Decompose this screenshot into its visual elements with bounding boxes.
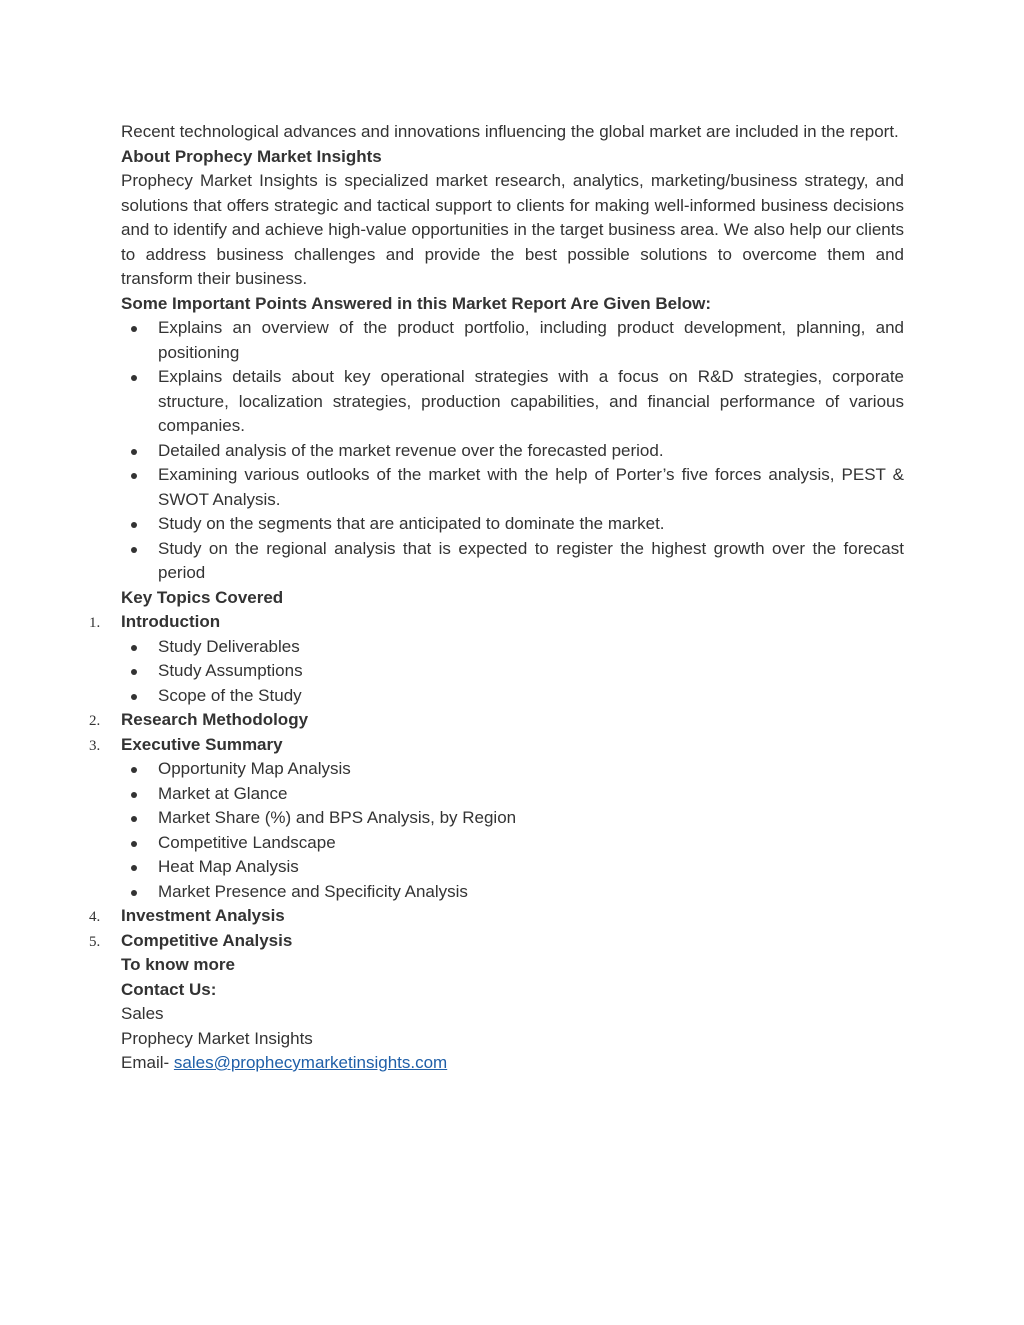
topic-sublist bbox=[121, 635, 904, 709]
topic-subitem: Competitive Landscape bbox=[121, 831, 904, 856]
topic-subitem: Opportunity Map Analysis bbox=[121, 757, 904, 782]
topic-section-competitive-analysis bbox=[89, 929, 904, 954]
email-label: Email- bbox=[121, 1053, 174, 1072]
topic-title: Executive Summary bbox=[121, 734, 283, 754]
topic-number: 1. bbox=[89, 615, 101, 631]
topic-section-introduction bbox=[89, 610, 904, 635]
topic-number: 5. bbox=[89, 933, 101, 950]
topic-section-research-methodology bbox=[89, 708, 904, 733]
email-link[interactable]: sales@prophecymarketinsights.com bbox=[173, 1053, 448, 1072]
topic-subitem: Study Assumptions bbox=[121, 659, 904, 684]
contact-email-line bbox=[121, 1051, 904, 1076]
topic-subitem: Market Presence and Specificity Analysis bbox=[121, 880, 904, 905]
points-list-item: Explains an overview of the product portfolio, including product development, planning, and positioning bbox=[121, 316, 904, 365]
topic-section-investment-analysis bbox=[89, 904, 904, 929]
topic-title: Research Methodology bbox=[121, 710, 309, 729]
points-heading: Some Important Points Answered in this Market Report Are Given Below: bbox=[121, 293, 712, 313]
points-list-item: Detailed analysis of the market revenue over the forecasted period. bbox=[121, 439, 904, 464]
topic-subitem: Scope of the Study bbox=[121, 684, 904, 709]
topic-number: 3. bbox=[89, 737, 101, 754]
points-list-item: Explains details about key operational strategies with a focus on R&D strategies, corporate structure, localization strategies, production capabilities, and financial performance of various companies. bbox=[121, 365, 904, 439]
topic-title: Introduction bbox=[121, 612, 221, 631]
topics-heading: Key Topics Covered bbox=[121, 587, 284, 607]
contact-company: Prophecy Market Insights bbox=[121, 1028, 313, 1048]
topic-subitem: Market at Glance bbox=[121, 782, 904, 807]
topic-subitem: Market Share (%) and BPS Analysis, by Region bbox=[121, 806, 904, 831]
topic-sublist bbox=[121, 757, 904, 904]
topic-title: Investment Analysis bbox=[121, 906, 285, 925]
know-more-heading: To know more bbox=[121, 955, 235, 974]
points-list-item: Study on the regional analysis that is expected to register the highest growth over the forecast period bbox=[121, 537, 904, 586]
about-paragraph: Prophecy Market Insights is specialized market research, analytics, marketing/business strategy, and solutions that offers strategic and tactical support to clients for making well-informed business decisions and to identify and achieve high-value opportunities in the target business area. We also help our clients to address business challenges and provide the best possible solutions to overcome them and transform their business. bbox=[121, 171, 904, 288]
points-list-item: Study on the segments that are anticipated to dominate the market. bbox=[121, 512, 904, 537]
points-list bbox=[121, 316, 904, 586]
intro-paragraph: Recent technological advances and innovations influencing the global market are included in the report. bbox=[121, 122, 899, 141]
topic-number: 4. bbox=[89, 909, 101, 925]
topic-section-executive-summary bbox=[89, 733, 904, 758]
topic-number: 2. bbox=[89, 713, 101, 729]
topic-subitem: Study Deliverables bbox=[121, 635, 904, 660]
about-heading: About Prophecy Market Insights bbox=[121, 146, 382, 166]
topic-title: Competitive Analysis bbox=[121, 930, 293, 950]
topic-subitem: Heat Map Analysis bbox=[121, 855, 904, 880]
document-content bbox=[89, 120, 904, 1076]
contact-department: Sales bbox=[121, 1004, 164, 1023]
points-list-item: Examining various outlooks of the market with the help of Porter’s five forces analysis, PEST & SWOT Analysis. bbox=[121, 463, 904, 512]
contact-heading: Contact Us: bbox=[121, 979, 217, 999]
